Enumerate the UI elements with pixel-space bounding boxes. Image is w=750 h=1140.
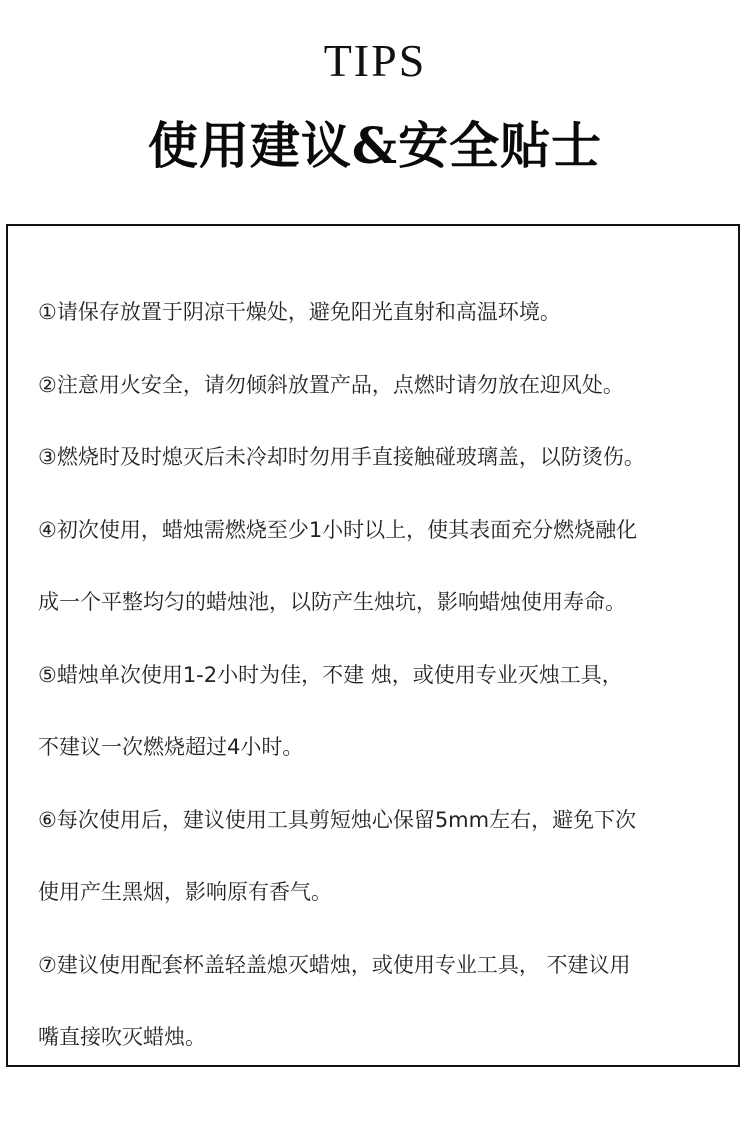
tip-1: ①请保存放置于阴凉干燥处，避免阳光直射和高温环境。 bbox=[38, 300, 561, 324]
tip-4-line-2: 成一个平整均匀的蜡烛池，以防产生烛坑，影响蜡烛使用寿命。 bbox=[38, 590, 626, 614]
tip-3: ③燃烧时及时熄灭后未冷却时勿用手直接触碰玻璃盖，以防烫伤。 bbox=[38, 445, 645, 469]
tip-5-line-1: ⑤蜡烛单次使用1-2小时为佳，不建 烛，或使用专业灭烛工具， bbox=[38, 662, 623, 687]
tip-6-line-2: 使用产生黑烟，影响原有香气。 bbox=[38, 880, 332, 904]
page-title-en: TIPS bbox=[323, 35, 427, 86]
tip-6-line-1: ⑥每次使用后，建议使用工具剪短烛心保留5mm左右，避免下次 bbox=[38, 807, 637, 832]
tip-7-line-2: 嘴直接吹灭蜡烛。 bbox=[38, 1025, 206, 1049]
tip-2: ②注意用火安全，请勿倾斜放置产品，点燃时请勿放在迎风处。 bbox=[38, 372, 624, 397]
tip-5-line-2: 不建议一次燃烧超过4小时。 bbox=[38, 735, 304, 759]
page-title-cn: 使用建议&安全贴士 bbox=[147, 116, 603, 175]
tip-7-line-1: ⑦建议使用配套杯盖轻盖熄灭蜡烛，或使用专业工具， 不建议用 bbox=[38, 952, 631, 977]
tips-list bbox=[38, 276, 728, 1074]
tip-4-line-1: ④初次使用，蜡烛需燃烧至少1小时以上，使其表面充分燃烧融化 bbox=[38, 517, 638, 542]
